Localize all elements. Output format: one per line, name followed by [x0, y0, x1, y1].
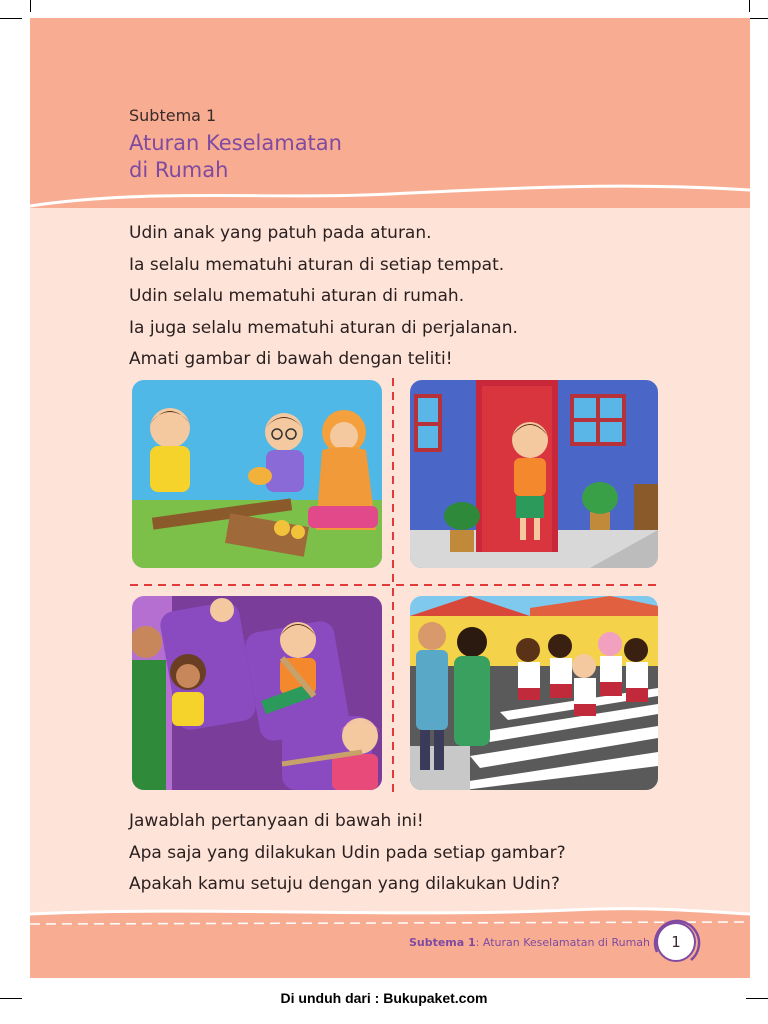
intro-paragraph: [129, 218, 518, 376]
crop-mark: [0, 18, 22, 19]
illustration-grid: [30, 378, 750, 798]
header-wave-decoration: [30, 178, 750, 218]
page-title-line: Aturan Keselamatan: [129, 131, 342, 155]
footer-dashed-line: [30, 918, 750, 926]
page-title-line: di Rumah: [129, 158, 229, 182]
page-title: [129, 130, 489, 184]
footer-subtema-label: [409, 936, 650, 949]
question-line: Apa saja yang dilakukan Udin pada setiap gambar?: [129, 842, 566, 863]
footer-subtema-bold: Subtema 1: [408, 936, 476, 949]
intro-line: Ia juga selalu mematuhi aturan di perjalanan.: [129, 317, 518, 338]
page-number: 1: [656, 922, 696, 962]
intro-line: Amati gambar di bawah dengan teliti!: [129, 349, 453, 369]
book-page: [30, 18, 750, 978]
question-line: Apakah kamu setuju dengan yang dilakukan Udin?: [129, 874, 560, 894]
question-line: Jawablah pertanyaan di bawah ini!: [129, 811, 424, 831]
question-list: [129, 806, 566, 901]
intro-line: Udin anak yang patuh pada aturan.: [129, 223, 432, 243]
intro-line: Udin selalu mematuhi aturan di rumah.: [129, 286, 465, 306]
crop-mark: [30, 0, 31, 12]
download-note: Di unduh dari : Bukupaket.com: [280, 990, 488, 1006]
dashed-divider: [30, 378, 750, 798]
intro-line: Ia selalu mematuhi aturan di setiap tempat.: [129, 254, 505, 275]
subtema-label: Subtema 1: [129, 106, 217, 125]
crop-mark: [749, 0, 750, 12]
footer-subtema-rest: : Aturan Keselamatan di Rumah: [475, 936, 650, 949]
